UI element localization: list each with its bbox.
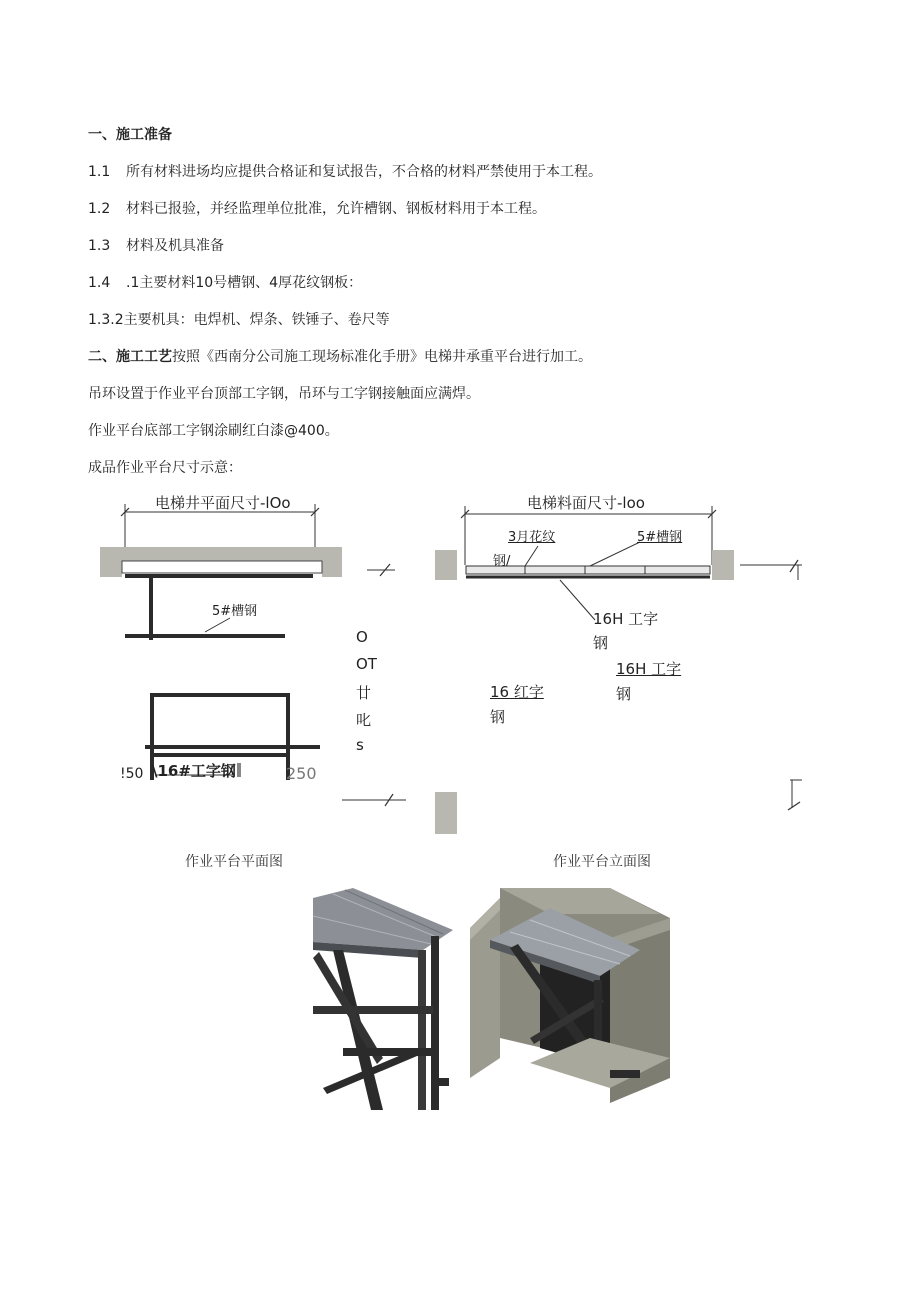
elevation-label-red-1: 16 红字 <box>490 683 544 701</box>
platform-render-left <box>313 888 453 1110</box>
plan-label-ibeam: \16#工字钢 <box>152 762 236 780</box>
plan-title: 电梯井平面尺寸-lOo <box>155 494 291 512</box>
middle-text-5: s <box>356 736 364 754</box>
item-1-1 <box>88 161 602 181</box>
elevation-view-drawing <box>430 490 805 820</box>
item-text: .1主要材料10号槽钢、4厚花纹钢板： <box>126 275 363 291</box>
middle-text-2: OT <box>356 655 377 673</box>
platform-render-right <box>470 888 680 1110</box>
item-number: 1.2 <box>88 201 111 217</box>
elevation-label-ibeam-b1: 16H 工字 <box>616 660 682 678</box>
dimension-tick-mid <box>340 790 410 810</box>
elevation-label-plate: 3月花纹 <box>508 530 556 545</box>
section2-paragraph-1: 吊环设置于作业平台顶部工字钢，吊环与工字钢接触面应满焊。 <box>88 386 480 402</box>
plan-view-drawing <box>95 490 395 790</box>
item-1-2 <box>88 198 546 218</box>
section2-heading-line <box>88 346 592 366</box>
item-number: 1.1 <box>88 164 111 180</box>
elevation-label-ibeam-b2: 钢 <box>616 685 632 703</box>
item-text: 材料已报验，并经监理单位批准，允许槽钢、钢板材料用于本工程。 <box>126 201 546 217</box>
item-1-3 <box>88 235 224 255</box>
section2-heading-rest: 按照《西南分公司施工现场标准化手册》电梯井承重平台进行加工。 <box>172 349 592 365</box>
section2-paragraph-3: 成品作业平台尺寸示意： <box>88 460 242 476</box>
section2-heading: 二、施工工艺 <box>88 349 172 365</box>
plan-label-channel: 5#槽钢 <box>212 604 258 619</box>
caption-plan: 作业平台平面图 <box>185 854 283 870</box>
elevation-title: 电梯料面尺寸-loo <box>527 494 645 512</box>
elevation-label-red-2: 钢 <box>490 708 506 726</box>
elevation-label-plate-2: 钢/ <box>493 554 511 569</box>
elevation-label-channel: 5#槽钢 <box>637 530 683 545</box>
item-1-4 <box>88 272 362 292</box>
item-1-3-2: 1.3.2主要机具：电焊机、焊条、铁锤子、卷尺等 <box>88 312 390 328</box>
plan-label-250: 250 <box>286 764 317 783</box>
elevation-label-ibeam-a2: 钢 <box>593 634 609 652</box>
middle-text-3: 廿 <box>356 684 372 702</box>
plan-label-50: !50 <box>120 766 144 782</box>
caption-elevation: 作业平台立面图 <box>553 854 651 870</box>
item-number: 1.4 <box>88 275 111 291</box>
item-number: 1.3 <box>88 238 111 254</box>
middle-text-4: 叱 <box>356 711 372 729</box>
section2-paragraph-2: 作业平台底部工字钢涂刷红白漆@400。 <box>88 423 339 439</box>
section1-heading: 一、施工准备 <box>88 127 172 143</box>
item-text: 材料及机具准备 <box>126 238 224 254</box>
elevation-label-ibeam-a1: 16H 工字 <box>593 610 659 628</box>
middle-text-1: O <box>356 628 368 646</box>
item-text: 所有材料进场均应提供合格证和复试报告，不合格的材料严禁使用于本工程。 <box>126 164 602 180</box>
